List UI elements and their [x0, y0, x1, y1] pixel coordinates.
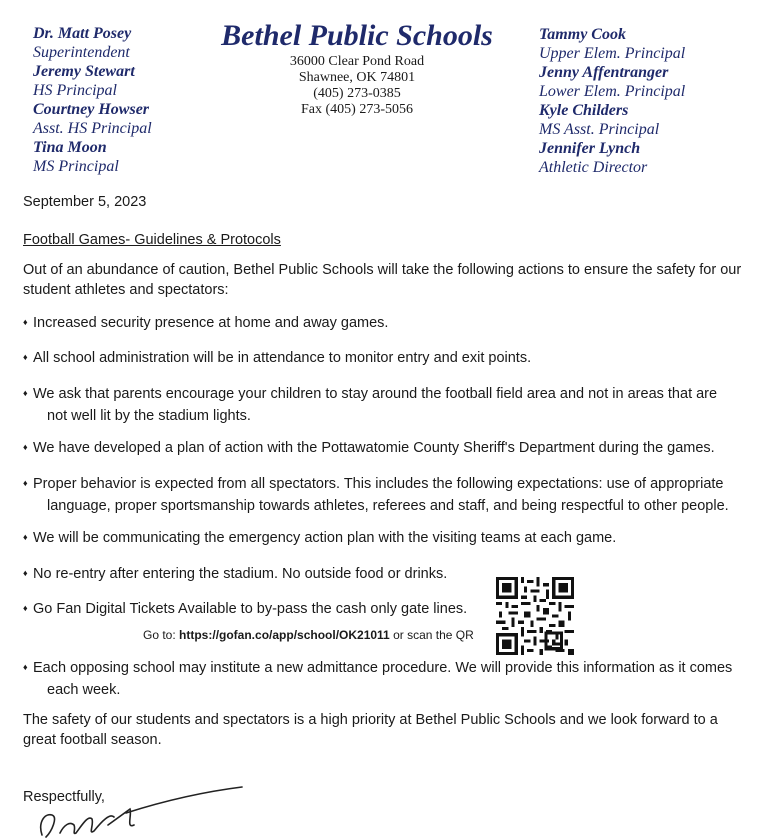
- bullet-text: We have developed a plan of action with the Pottawatomie County Sheriff's Department during the games.: [33, 440, 715, 456]
- diamond-bullet-icon: ♦: [23, 603, 28, 613]
- list-item: [23, 562, 748, 585]
- bullet-text: Go Fan Digital Tickets Available to by-pass the cash only gate lines.: [33, 601, 468, 617]
- address-line: 36000 Clear Pond Road: [289, 54, 425, 69]
- address-city: Shawnee, OK 74801: [298, 70, 416, 85]
- staff-name: Tammy Cook: [539, 26, 626, 43]
- staff-title: MS Principal: [33, 158, 119, 175]
- staff-title: Lower Elem. Principal: [539, 83, 686, 100]
- bullet-text-continued: not well lit by the stadium lights.: [47, 408, 251, 424]
- diamond-bullet-icon: ♦: [23, 388, 28, 398]
- letterhead-center: [215, 18, 499, 118]
- list-item: [23, 436, 748, 459]
- list-item: [23, 311, 748, 334]
- intro-paragraph: Out of an abundance of caution, Bethel Public Schools will take the following actions to ensure the safety for our student athletes and spectators:: [23, 262, 742, 298]
- bullet-text-continued: language, proper sportsmanship towards athletes, referees and staff, and being respectful to other people.: [47, 498, 729, 514]
- sign-off: Respectfully,: [23, 789, 105, 805]
- bullet-text: All school administration will be in attendance to monitor entry and exit points.: [33, 350, 532, 366]
- staff-name: Jenny Affentranger: [539, 64, 669, 81]
- staff-title: Asst. HS Principal: [33, 120, 152, 137]
- letter-date: September 5, 2023: [23, 194, 147, 210]
- gofan-instructions: [143, 628, 474, 642]
- bullet-text: Each opposing school may institute a new admittance procedure. We will provide this information as it comes: [33, 660, 733, 676]
- list-item: [23, 656, 748, 701]
- list-item: [23, 526, 748, 549]
- staff-title: MS Asst. Principal: [539, 121, 660, 138]
- left-staff-list: [33, 24, 152, 176]
- fax-number: Fax (405) 273-5056: [301, 102, 413, 117]
- gofan-link[interactable]: https://gofan.co/app/school/OK21011: [179, 628, 390, 642]
- staff-title: Upper Elem. Principal: [539, 45, 686, 62]
- bullet-text: Proper behavior is expected from all spectators. This includes the following expectations: use of appropriate: [33, 476, 724, 492]
- diamond-bullet-icon: ♦: [23, 532, 28, 542]
- signature-icon: [30, 785, 245, 838]
- right-staff-list: [539, 25, 685, 177]
- staff-title: HS Principal: [33, 82, 117, 99]
- staff-title: Athletic Director: [539, 159, 648, 176]
- qr-code-icon[interactable]: [495, 577, 575, 655]
- list-item: [23, 346, 748, 369]
- staff-name: Jeremy Stewart: [33, 63, 135, 80]
- staff-name: Jennifer Lynch: [539, 140, 641, 157]
- bullet-text-continued: each week.: [47, 682, 121, 698]
- list-item: [23, 597, 748, 620]
- staff-title: Superintendent: [33, 44, 130, 61]
- bullet-text: We will be communicating the emergency action plan with the visiting teams at each game.: [33, 530, 617, 546]
- school-name: Bethel Public Schools: [221, 19, 493, 52]
- goto-prefix: Go to:: [143, 628, 180, 642]
- staff-name: Tina Moon: [33, 139, 107, 156]
- diamond-bullet-icon: ♦: [23, 352, 28, 362]
- diamond-bullet-icon: ♦: [23, 442, 28, 452]
- bullet-text: No re-entry after entering the stadium. No outside food or drinks.: [33, 566, 448, 582]
- bullet-text: We ask that parents encourage your children to stay around the football field area and not in areas that are: [33, 386, 718, 402]
- diamond-bullet-icon: ♦: [23, 317, 28, 327]
- closing-paragraph: The safety of our students and spectators is a high priority at Bethel Public Schools and we look forward to a great football season.: [23, 712, 718, 748]
- list-item: [23, 472, 748, 517]
- diamond-bullet-icon: ♦: [23, 568, 28, 578]
- letter-subject: Football Games- Guidelines & Protocols: [23, 232, 281, 248]
- diamond-bullet-icon: ♦: [23, 478, 28, 488]
- staff-name: Courtney Howser: [33, 101, 150, 118]
- staff-name: Kyle Childers: [539, 102, 629, 119]
- goto-suffix: or scan the QR: [389, 628, 474, 642]
- list-item: [23, 382, 748, 427]
- diamond-bullet-icon: ♦: [23, 662, 28, 672]
- bullet-text: Increased security presence at home and away games.: [33, 315, 389, 331]
- phone-number: (405) 273-0385: [313, 86, 401, 101]
- staff-name: Dr. Matt Posey: [33, 25, 132, 42]
